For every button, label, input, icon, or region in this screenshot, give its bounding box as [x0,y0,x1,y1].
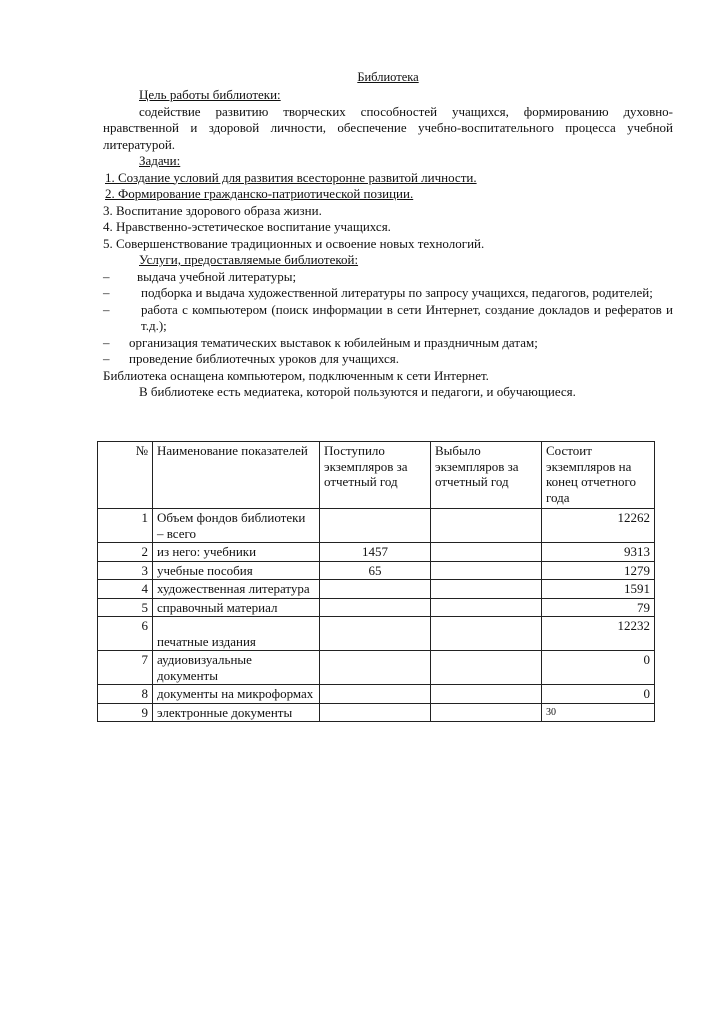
cell-balance: 0 [542,651,655,685]
cell-balance: 0 [542,685,655,704]
task-item-3: 3. Воспитание здорового образа жизни. [103,202,322,218]
cell-received [320,651,431,685]
tasks-heading: Задачи: [139,153,181,168]
cell-retired [431,598,542,617]
cell-received: 65 [320,561,431,580]
header-num: № [98,442,153,509]
library-stats-table [97,441,655,722]
dash-bullet: – [103,301,110,317]
table-row [98,509,655,543]
service-item-3 [103,302,673,335]
table-row [98,543,655,562]
cell-name: печатные издания [153,617,320,651]
cell-num: 2 [98,543,153,562]
cell-name: аудиовизуальные документы [153,651,320,685]
mediateka-text: В библиотеке есть медиатека, которой пользуются и педагоги, и обучающиеся. [139,384,576,399]
services-heading-line [103,252,673,269]
cell-balance: 12232 [542,617,655,651]
task-item-5: 5. Совершенствование традиционных и освоение новых технологий. [103,235,485,251]
dash-bullet: – [103,268,110,284]
cell-received: 1457 [320,543,431,562]
cell-retired [431,543,542,562]
service-item-1-text: выдача учебной литературы; [137,268,297,284]
task-item-1-text: 1. Создание условий для развития всесторонне развитой личности. [105,169,477,185]
task-item-2 [103,186,673,203]
cell-received [320,509,431,543]
cell-num: 3 [98,561,153,580]
cell-name: электронные документы [153,703,320,722]
cell-retired [431,509,542,543]
header-name: Наименование показателей [153,442,320,509]
table-row [98,561,655,580]
header-balance: Состоит экземпляров на конец отчетного года [542,442,655,509]
service-item-4-text: организация тематических выставок к юбилейным и праздничным датам; [129,334,538,350]
service-item-5-text: проведение библиотечных уроков для учащихся. [129,351,399,366]
purpose-text: содействие развитию творческих способностей учащихся, формированию духовно-нравственной и здоровой личности, обеспечение учебно-воспитательного процесса учебной литературой. [103,103,673,152]
cell-name: Объем фондов библиотеки – всего [153,509,320,543]
cell-num: 7 [98,651,153,685]
cell-balance: 30 [542,703,655,722]
cell-balance: 1591 [542,580,655,599]
tasks-heading-line [103,153,673,170]
service-item-2-text: подборка и выдача художественной литературы по запросу учащихся, педагогов, родителей; [141,285,653,300]
cell-num: 6 [98,617,153,651]
cell-name: справочный материал [153,598,320,617]
equipment-text: Библиотека оснащена компьютером, подключенным к сети Интернет. [103,367,489,383]
cell-num: 5 [98,598,153,617]
cell-num: 4 [98,580,153,599]
page-title: Библиотека [357,70,419,84]
table-header-row [98,442,655,509]
cell-name: документы на микроформах [153,685,320,704]
cell-received [320,617,431,651]
dash-bullet: – [103,334,110,350]
service-item-2 [103,285,673,302]
service-item-1 [103,269,673,286]
services-heading: Услуги, предоставляемые библиотекой: [139,252,359,267]
cell-retired [431,651,542,685]
task-item-4: 4. Нравственно-эстетическое воспитание учащихся. [103,219,391,234]
service-item-5 [103,351,673,368]
table-row [98,703,655,722]
dash-bullet: – [103,285,110,300]
cell-name: из него: учебники [153,543,320,562]
service-item-3-text: работа с компьютером (поиск информации в сети Интернет, создание докладов и рефератов и т.д.); [141,301,673,333]
header-received: Поступило экземпляров за отчетный год [320,442,431,509]
cell-balance: 9313 [542,543,655,562]
purpose-heading: Цель работы библиотеки: [139,87,281,102]
cell-received [320,685,431,704]
cell-balance: 79 [542,598,655,617]
cell-name: художественная литература [153,580,320,599]
cell-received [320,580,431,599]
cell-num: 1 [98,509,153,543]
table-row [98,651,655,685]
dash-bullet: – [103,351,110,366]
header-retired: Выбыло экземпляров за отчетный год [431,442,542,509]
task-item-1 [103,170,673,187]
cell-num: 9 [98,703,153,722]
cell-retired [431,580,542,599]
cell-name: учебные пособия [153,561,320,580]
table-row [98,580,655,599]
cell-retired [431,617,542,651]
table-row [98,685,655,704]
cell-retired [431,703,542,722]
document-body [103,70,673,401]
cell-balance: 12262 [542,509,655,543]
table-row [98,598,655,617]
cell-received [320,598,431,617]
cell-retired [431,685,542,704]
cell-received [320,703,431,722]
purpose-heading-line [103,87,673,104]
task-item-2-text: 2. Формирование гражданско-патриотической позиции. [105,186,414,201]
service-item-4 [103,335,673,352]
cell-num: 8 [98,685,153,704]
table-row [98,617,655,651]
cell-retired [431,561,542,580]
cell-balance: 1279 [542,561,655,580]
